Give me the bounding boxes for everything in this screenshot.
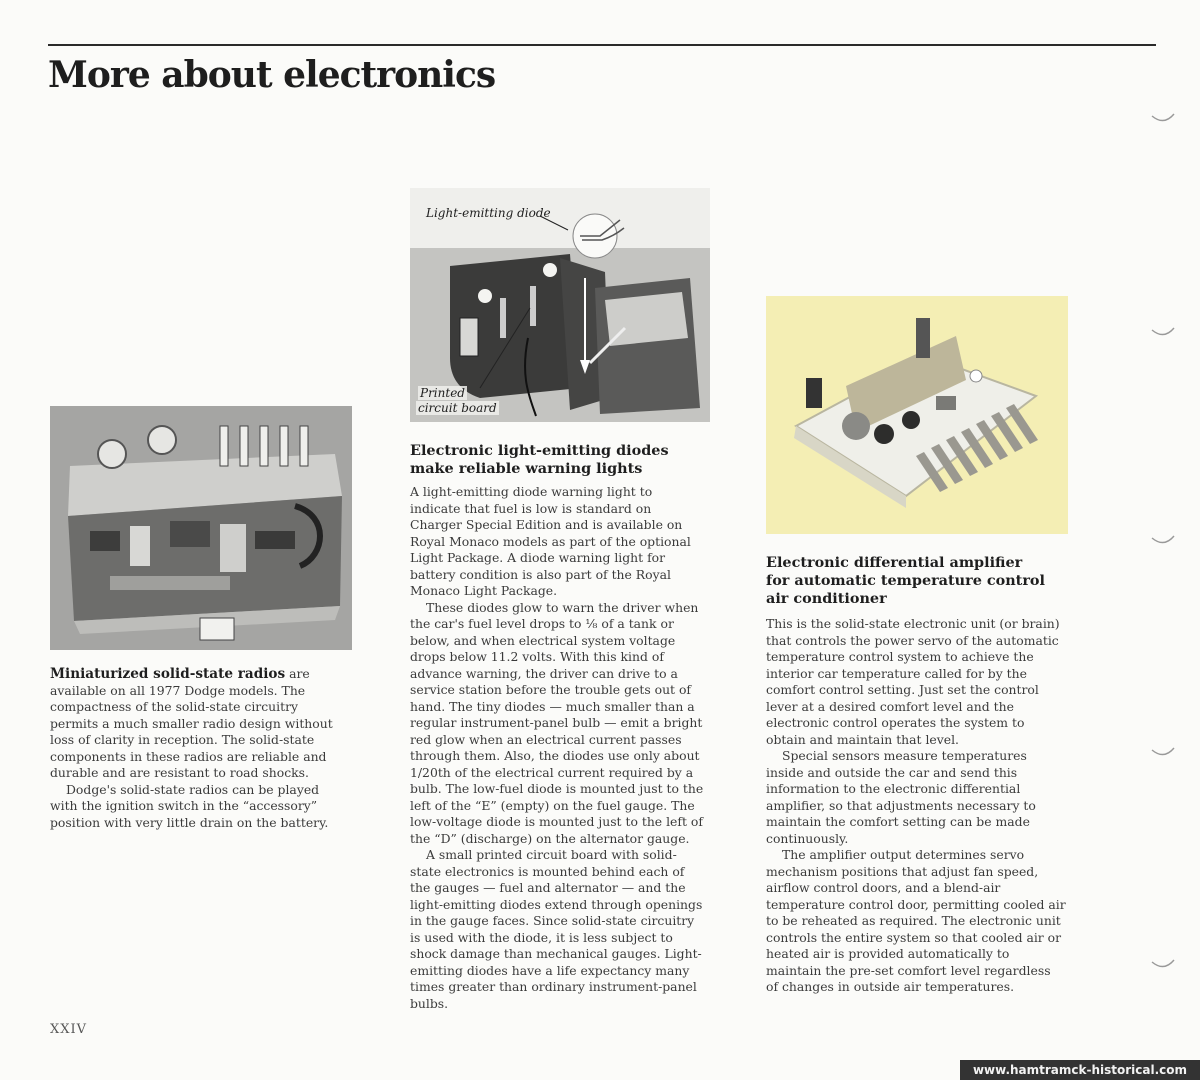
page-title: More about electronics: [48, 54, 496, 96]
binder-mark-2: [1150, 326, 1176, 340]
amplifier-heading-line3: air conditioner: [766, 590, 887, 607]
amplifier-paragraph-1: This is the solid-state electronic unit (or brain) that controls the power servo of the automatic temperature control system to achieve the interior car temperature called for by the comfort control setting. Just set the control lever at a desired comfort level and the electronic control operates the system to obtain and maintain that level.: [766, 616, 1060, 747]
radio-paragraph-1: [50, 666, 350, 782]
radio-photo: [50, 406, 352, 650]
led-circuit-photo: [410, 188, 710, 422]
led-paragraph-3: A small printed circuit board with solid-state electronics is mounted behind each of the gauges — fuel and alternator — and the light-emitting diodes extend through openings in the gauge faces. Since solid-state circuitry is used with the diode, it is less subject to shock damage than mechanical gauges. Light-emitting diodes have a life expectancy many times greater than ordinary instrument-panel bulbs.: [410, 847, 703, 1011]
amplifier-illustration: [766, 296, 1068, 534]
radio-text-column: [50, 666, 350, 831]
led-paragraph-2: These diodes glow to warn the driver when the car's fuel level drops to ⅛ of a tank or below, and when electrical system voltage drops below 11.2 volts. With this kind of advance warning, the driver can drive to a service station before the trouble gets out of hand. The tiny diodes — much smaller than a regular instrument-panel bulb — emit a bright red glow when an electrical current passes through them. Also, the diodes use only about 1/20th of the electrical current required by a bulb. The low-fuel diode is mounted just to the left of the “E” (empty) on the fuel gauge. The low-voltage diode is mounted just to the left of the “D” (discharge) on the alternator gauge.: [410, 599, 704, 846]
amplifier-heading-line2: for automatic temperature control: [766, 572, 1045, 589]
amplifier-paragraph-2: Special sensors measure temperatures inside and outside the car and send this information to the electronic differential amplifier, so that adjustments necessary to maintain the comfort setting can be made continuously.: [766, 748, 1036, 846]
amplifier-paragraph-3: The amplifier output determines servo mechanism positions that adjust fan speed, airflow control doors, and a blend-air temperature control door, permitting cooled air to be reheated as required. The electronic unit controls the entire system so that cooled air or heated air is provided automatically to maintain the pre-set comfort level regardless of changes in outside air temperatures.: [766, 847, 1066, 994]
amplifier-photo: [766, 296, 1068, 534]
binder-mark-4: [1150, 746, 1176, 760]
radio-paragraph-1-text: are available on all 1977 Dodge models. The compactness of the solid-state circuitry permits a much smaller radio design without loss of clarity in reception. The solid-state components in these radios are reliable and durable and are resistant to road shocks.: [50, 666, 333, 780]
amplifier-text-column: [766, 554, 1066, 996]
radio-paragraph-2: Dodge's solid-state radios can be played with the ignition switch in the “accessory” position with very little drain on the battery.: [50, 781, 329, 830]
board-caption-line2: circuit board: [418, 401, 497, 415]
top-rule: [48, 44, 1156, 46]
amplifier-heading: [766, 554, 1066, 608]
page-number: XXIV: [50, 1022, 88, 1037]
binder-mark-5: [1150, 958, 1176, 972]
amplifier-heading-line1: Electronic differential amplifier: [766, 554, 1023, 571]
radio-illustration: [50, 406, 352, 650]
radio-lead: Miniaturized solid-state radios: [50, 666, 286, 682]
binder-mark-3: [1150, 534, 1176, 548]
binder-mark-1: [1150, 112, 1176, 126]
led-heading: [410, 442, 706, 478]
led-heading-line1: Electronic light-emitting diodes: [410, 442, 669, 459]
watermark: www.hamtramck-historical.com: [960, 1060, 1200, 1080]
board-caption-line1: Printed: [420, 386, 465, 400]
led-paragraph-1: A light-emitting diode warning light to indicate that fuel is low is standard on Charger Special Edition and is available on Royal Monaco models as part of the optional Light Package. A diode warning light for battery condition is also part of the Royal Monaco Light Package.: [410, 484, 691, 598]
led-caption: Light-emitting diode: [426, 206, 551, 220]
led-heading-line2: make reliable warning lights: [410, 460, 643, 477]
led-text-column: [410, 442, 706, 1012]
